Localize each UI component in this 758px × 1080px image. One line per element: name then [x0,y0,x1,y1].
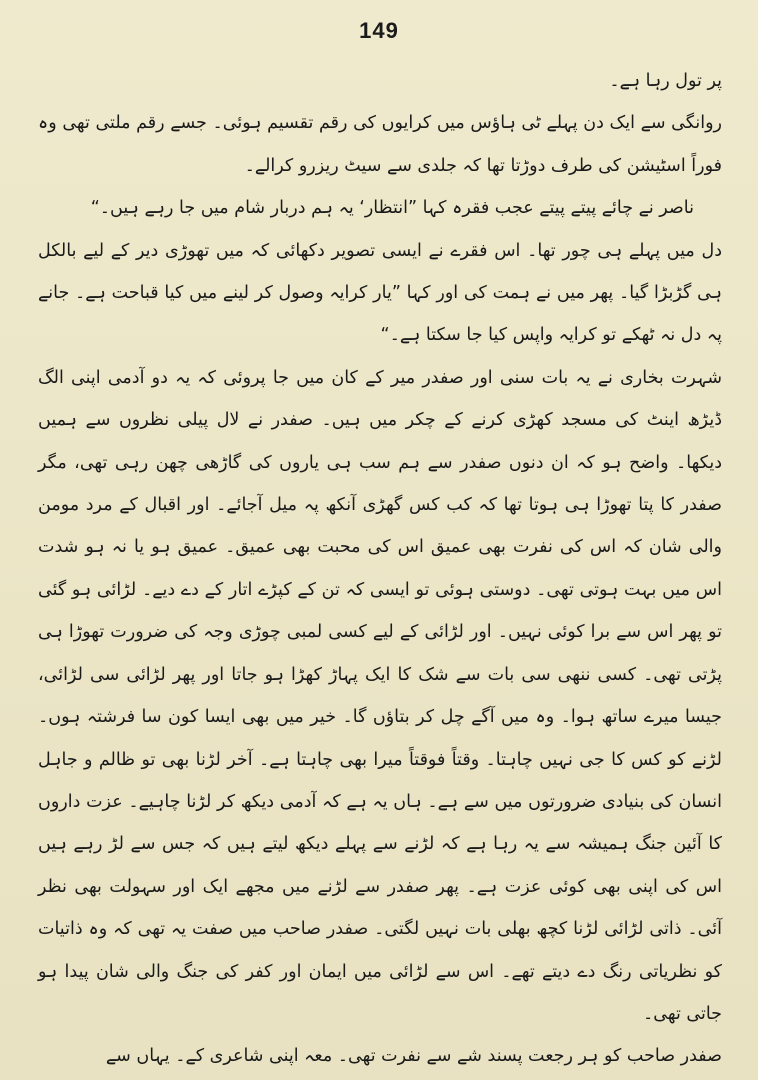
paragraph-safdar: شہرت بخاری نے یہ بات سنی اور صفدر میر کے کان میں جا پروئی کہ یہ دو آدمی اپنی الگ ڈیڑھ اینٹ کی مسجد کھڑی کرنے کے چکر میں ہیں۔ صفدر نے لال پیلی نظروں سے ہمیں دیکھا۔ واضح ہو کہ ان دنوں صفدر سے ہم سب ہی یاروں کی گاڑھی چھن رہی تھی، مگر صفدر کا پتا تھوڑا ہی ہوتا تھا کہ کب کس گھڑی آنکھ پہ میل آجائے۔ اور اقبال کے مرد مومن والی شان کہ اس کی نفرت بھی عمیق اس کی محبت بھی عمیق۔ عمیق ہو یا نہ ہو شدت اس میں بہت ہوتی تھی۔ دوستی ہوئی تو ایسی کہ تن کے کپڑے اتار کے دے دیے۔ لڑائی ہو گئی تو پھر اس سے برا کوئی نہیں۔ اور لڑائی کے لیے کسی لمبی چوڑی وجہ کی ضرورت تھوڑا ہی پڑتی تھی۔ کسی ننھی سی بات سے شک کا ایک پہاڑ کھڑا ہو جاتا اور پھر لڑائی سی لڑائی، جیسا میرے ساتھ ہوا۔ وہ میں آگے چل کر بتاؤں گا۔ خیر میں بھی ایسا کون سا فرشتہ ہوں۔ لڑنے کو کس کا جی نہیں چاہتا۔ وقتاً فوقتاً میرا بھی چاہتا ہے۔ آخر لڑنا بھی تو ظالم و جاہل انسان کی بنیادی ضرورتوں میں سے ہے۔ ہاں یہ ہے کہ آدمی دیکھ کر لڑنا چاہیے۔ عزت داروں کا آئین جنگ ہمیشہ سے یہ رہا ہے کہ لڑنے سے پہلے دیکھ لیتے ہیں کہ جس سے لڑ رہے ہیں اس کی اپنی بھی کوئی عزت ہے۔ پھر صفدر سے لڑنے میں مجھے ایک اور سہولت بھی نظر آئی۔ ذاتی لڑائی لڑنا کچھ بھلی بات نہیں لگتی۔ صفدر صاحب میں صفت یہ تھی کہ وہ ذاتیات کو نظریاتی رنگ دے دیتے تھے۔ اس سے لڑائی میں ایمان اور کفر کی جنگ والی شان پیدا ہو جاتی تھی۔ [38,367,722,1024]
paragraph-fare-distribution: روانگی سے ایک دن پہلے ٹی ہاؤس میں کرایوں کی رقم تقسیم ہوئی۔ جسے رقم ملتی تھی وہ فوراً اسٹیشن کی طرف دوڑتا تھا کہ جلدی سے سیٹ ریزرو کرالے۔ [38,113,722,176]
page-number: 149 [359,18,399,43]
paragraph-closing: صفدر صاحب کو ہر رجعت پسند شے سے نفرت تھی۔ معہ اپنی شاعری کے۔ یہاں سے [105,1046,722,1067]
page-text [38,60,722,1078]
paragraph-nasir-remark: ناصر نے چائے پیتے پیتے عجب فقرہ کہا ”انتظار‘ یہ ہم دربار شام میں جا رہے ہیں۔“ [90,198,694,219]
paragraph-continuation: پر تول رہا ہے۔ [609,71,722,91]
paragraph-fare-refund: دل میں پہلے ہی چور تھا۔ اس فقرے نے ایسی تصویر دکھائی کہ میں تھوڑی دیر کے لیے بالکل ہی گڑبڑا گیا۔ پھر میں نے ہمت کی اور کہا ”یار کرایہ وصول کر لینے میں کیا قباحت ہے۔ جانے پہ دل نہ ٹھکے تو کرایہ واپس کیا جا سکتا ہے۔“ [38,240,722,346]
